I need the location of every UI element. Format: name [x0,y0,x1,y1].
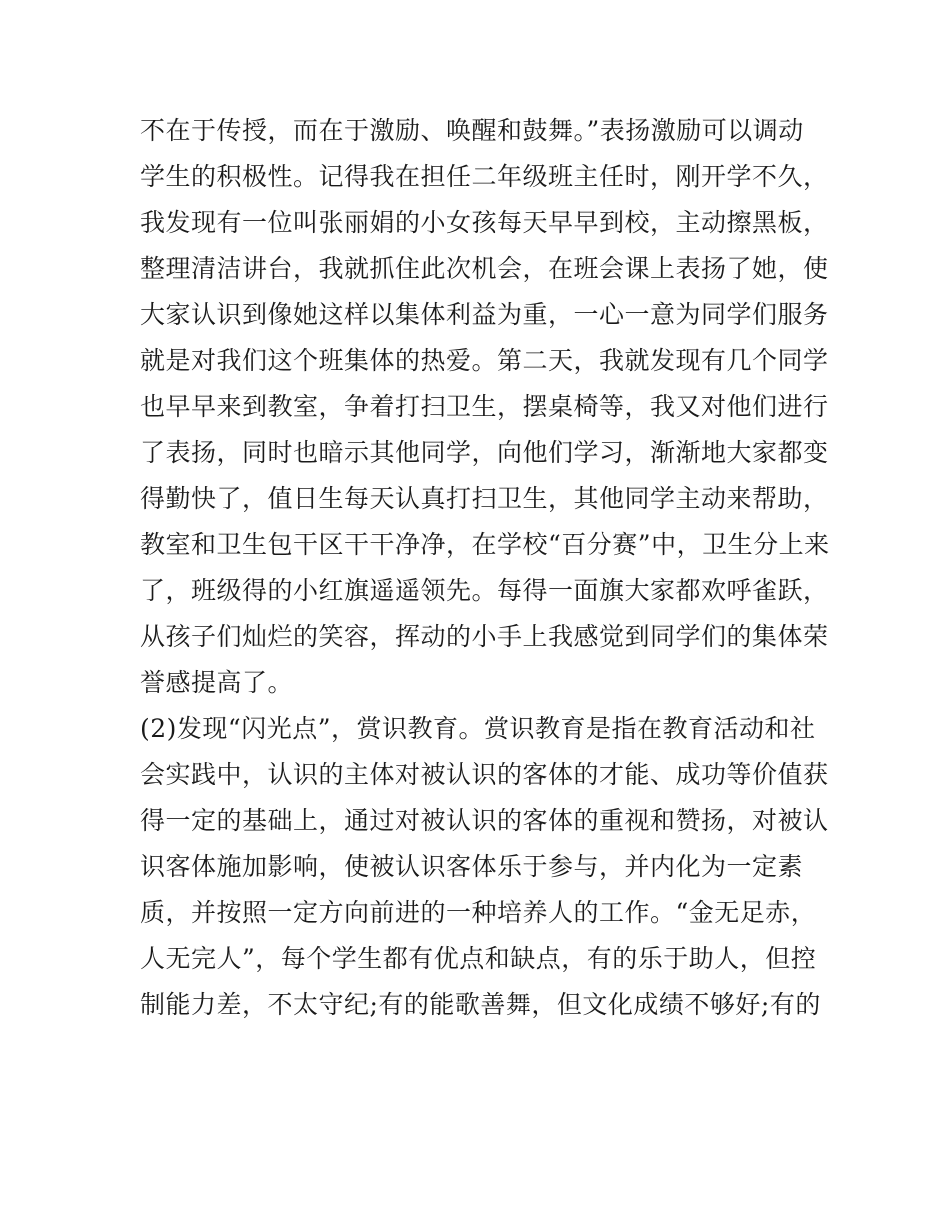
text-line: 得一定的基础上，通过对被认识的客体的重视和赞扬，对被认 [140,806,829,835]
text-line: 得勤快了，值日生每天认真打扫卫生，其他同学主动来帮助， [140,484,829,513]
text-line: 大家认识到像她这样以集体利益为重，一心一意为同学们服务 [140,300,829,329]
text-line: 会实践中，认识的主体对被认识的客体的才能、成功等价值获 [140,760,829,789]
text-line: 我发现有一位叫张丽娟的小女孩每天早早到校，主动擦黑板， [140,208,829,237]
text-line: (2)发现“闪光点”，赏识教育。赏识教育是指在教育活动和社 [140,714,816,743]
text-line: 人无完人”，每个学生都有优点和缺点，有的乐于助人，但控 [140,944,817,973]
text-line: 誉感提高了。 [140,668,294,697]
text-line: 整理清洁讲台，我就抓住此次机会，在班会课上表扬了她，使 [140,254,829,283]
body-text [140,108,830,1028]
text-line: 识客体施加影响，使被认识客体乐于参与，并内化为一定素 [140,852,804,881]
text-line: 制能力差，不太守纪;有的能歌善舞，但文化成绩不够好;有的 [140,990,821,1019]
text-line: 教室和卫生包干区干干净净，在学校“百分赛”中，卫生分上来 [140,530,830,559]
text-line: 也早早来到教室，争着打扫卫生，摆桌椅等，我又对他们进行 [140,392,829,421]
text-line: 不在于传授，而在于激励、唤醒和鼓舞。”表扬激励可以调动 [140,116,804,145]
text-line: 从孩子们灿烂的笑容，挥动的小手上我感觉到同学们的集体荣 [140,622,829,651]
text-line: 就是对我们这个班集体的热爱。第二天，我就发现有几个同学 [140,346,829,375]
text-line: 了，班级得的小红旗遥遥领先。每得一面旗大家都欢呼雀跃， [140,576,829,605]
text-line: 学生的积极性。记得我在担任二年级班主任时，刚开学不久， [140,162,829,191]
text-line: 质，并按照一定方向前进的一种培养人的工作。“金无足赤， [140,898,817,927]
text-line: 了表扬，同时也暗示其他同学，向他们学习，渐渐地大家都变 [140,438,829,467]
